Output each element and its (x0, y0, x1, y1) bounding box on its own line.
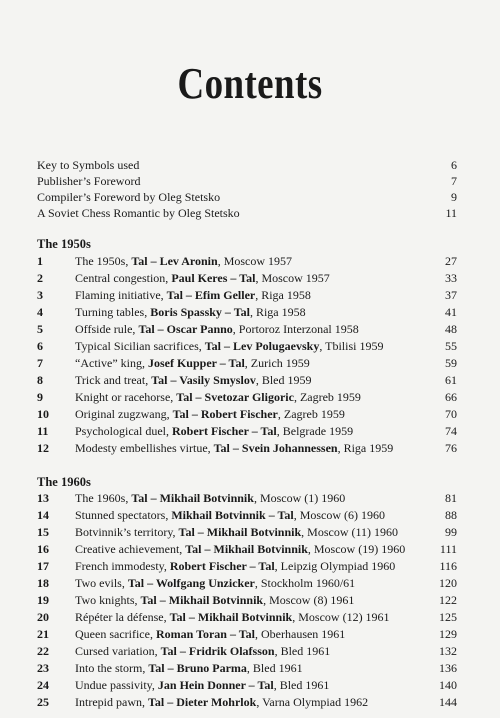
entry-venue: , Zagreb 1959 (293, 390, 361, 404)
entry-description: Into the storm, (75, 661, 149, 675)
page-number: 136 (439, 661, 457, 675)
toc-entry[interactable] (37, 643, 457, 659)
entry-venue: , Moscow (19) 1960 (307, 542, 406, 556)
game-number: 16 (37, 542, 49, 556)
page-number: 6 (451, 158, 457, 172)
front-matter-item[interactable] (37, 205, 457, 221)
game-number: 21 (37, 627, 49, 641)
entry-description: Offside rule, (75, 322, 139, 336)
entry-description: Undue passivity, (75, 678, 158, 692)
entry-venue: , Varna Olympiad 1962 (256, 695, 369, 709)
entry-venue: , Moscow (8) 1961 (263, 593, 355, 607)
toc-entry[interactable] (37, 423, 457, 439)
entry-venue: , Zurich 1959 (244, 356, 310, 370)
entry-description: Répéter la défense, (75, 610, 170, 624)
page-number: 99 (445, 525, 457, 539)
entry-text (75, 660, 303, 676)
page-number: 120 (439, 576, 457, 590)
entry-players: Jan Hein Donner – Tal (157, 678, 274, 692)
toc-entry[interactable] (37, 609, 457, 625)
entry-description: Cursed variation, (75, 644, 161, 658)
entry-description: Modesty embellishes virtue, (75, 441, 214, 455)
page-number: 9 (451, 190, 457, 204)
entry-description: Botvinnik’s territory, (75, 525, 179, 539)
entry-text (75, 643, 330, 659)
entry-text (75, 541, 405, 557)
game-number: 19 (37, 593, 49, 607)
entry-description: French immodesty, (75, 559, 170, 573)
entry-description: Psychological duel, (75, 424, 172, 438)
game-number: 8 (37, 373, 43, 387)
toc-entry[interactable] (37, 524, 457, 540)
entry-venue: , Belgrade 1959 (276, 424, 354, 438)
entry-description: Queen sacrifice, (75, 627, 156, 641)
toc-entry[interactable] (37, 626, 457, 642)
entry-players: Paul Keres – Tal (171, 271, 256, 285)
toc-entry[interactable] (37, 304, 457, 320)
page-number: 129 (439, 627, 457, 641)
entry-venue: , Stockholm 1960/61 (254, 576, 356, 590)
entry-text (75, 694, 368, 710)
page-number: 111 (439, 542, 457, 556)
entry-description: Typical Sicilian sacrifices, (75, 339, 205, 353)
entry-players: Tal – Lev Aronin (131, 254, 218, 268)
game-number: 7 (37, 356, 43, 370)
page-number: 116 (439, 559, 457, 573)
toc-entry[interactable] (37, 338, 457, 354)
toc-entry[interactable] (37, 287, 457, 303)
toc-entry[interactable] (37, 592, 457, 608)
page-number: 48 (445, 322, 457, 336)
game-number: 2 (37, 271, 43, 285)
entry-text (75, 592, 354, 608)
entry-description: Turning tables, (75, 305, 151, 319)
toc-entry[interactable] (37, 270, 457, 286)
game-number: 20 (37, 610, 49, 624)
entry-players: Mikhail Botvinnik – Tal (171, 508, 294, 522)
entry-description: The 1950s, (75, 254, 132, 268)
toc-entry[interactable] (37, 372, 457, 388)
game-number: 22 (37, 644, 49, 658)
game-number: 10 (37, 407, 49, 421)
entry-description: The 1960s, (75, 491, 132, 505)
entry-text (75, 389, 361, 405)
entry-venue: , Bled 1961 (246, 661, 303, 675)
entry-venue: , Moscow (1) 1960 (253, 491, 346, 505)
entry-players: Robert Fischer – Tal (169, 559, 275, 573)
toc-entry[interactable] (37, 694, 457, 710)
toc-entry[interactable] (37, 355, 457, 371)
front-matter-item[interactable] (37, 157, 457, 173)
entry-text (75, 440, 393, 456)
page-number: 61 (445, 373, 457, 387)
game-number: 3 (37, 288, 43, 302)
page-number: 122 (439, 593, 457, 607)
entry-players: Roman Toran – Tal (155, 627, 255, 641)
toc-entry[interactable] (37, 406, 457, 422)
section-heading-1960s: The 1960s (37, 475, 91, 489)
entry-players: Tal – Mikhail Botvinnik (131, 491, 254, 505)
game-number: 14 (37, 508, 49, 522)
entry-venue: , Moscow 1957 (255, 271, 330, 285)
entry-players: Josef Kupper – Tal (147, 356, 245, 370)
entry-venue: , Bled 1961 (274, 644, 331, 658)
entry-description: Two evils, (75, 576, 128, 590)
toc-entry[interactable] (37, 558, 457, 574)
page-number: 144 (439, 695, 457, 709)
entry-text (75, 270, 330, 286)
front-matter-title: A Soviet Chess Romantic by Oleg Stetsko (37, 206, 240, 220)
entry-venue: , Oberhausen 1961 (255, 627, 346, 641)
entry-description: Creative achievement, (75, 542, 186, 556)
toc-entry[interactable] (37, 490, 457, 506)
page-number: 81 (445, 491, 457, 505)
game-number: 23 (37, 661, 49, 675)
toc-entry[interactable] (37, 507, 457, 523)
game-number: 15 (37, 525, 49, 539)
entry-players: Tal – Svetozar Gligoric (176, 390, 294, 404)
entry-description: Stunned spectators, (75, 508, 172, 522)
entry-description: “Active” king, (75, 356, 148, 370)
page-number: 125 (439, 610, 457, 624)
page-title: Contents (177, 59, 323, 108)
entry-players: Tal – Robert Fischer (172, 407, 278, 421)
entry-text (75, 626, 345, 642)
entry-text (75, 490, 345, 506)
entry-venue: , Portoroz Interzonal 1958 (232, 322, 359, 336)
entry-description: Flaming initiative, (75, 288, 167, 302)
game-number: 17 (37, 559, 49, 573)
entry-venue: , Moscow 1957 (217, 254, 293, 268)
entry-players: Tal – Mikhail Botvinnik (140, 593, 264, 607)
page-number: 11 (445, 206, 457, 220)
entry-venue: , Bled 1959 (255, 373, 312, 387)
game-number: 13 (37, 491, 49, 505)
front-matter-title: Key to Symbols used (37, 158, 140, 172)
entry-venue: , Bled 1961 (273, 678, 330, 692)
entry-text (75, 338, 383, 354)
entry-text (75, 507, 385, 523)
game-number: 11 (37, 424, 49, 438)
game-number: 1 (37, 254, 43, 268)
entry-text (75, 253, 292, 269)
entry-players: Tal – Mikhail Botvinnik (185, 542, 308, 556)
entry-text (75, 321, 359, 337)
game-number: 25 (37, 695, 49, 709)
entry-players: Tal – Svein Johannessen (213, 441, 338, 455)
toc-entry[interactable] (37, 321, 457, 337)
front-matter-title: Compiler’s Foreword by Oleg Stetsko (37, 190, 221, 204)
entry-description: Intrepid pawn, (75, 695, 148, 709)
page-number: 33 (445, 271, 457, 285)
toc-entry[interactable] (37, 541, 457, 557)
entry-description: Trick and treat, (75, 373, 152, 387)
game-number: 6 (37, 339, 43, 353)
entry-text (75, 558, 395, 574)
entry-text (75, 575, 355, 591)
entry-text (75, 609, 390, 625)
page-number: 59 (445, 356, 457, 370)
entry-players: Tal – Mikhail Botvinnik (178, 525, 302, 539)
page-number: 66 (445, 390, 457, 404)
entry-players: Boris Spassky – Tal (150, 305, 250, 319)
game-number: 9 (37, 390, 43, 404)
page-number: 88 (445, 508, 457, 522)
entry-players: Tal – Lev Polugaevsky (204, 339, 320, 353)
entry-text (75, 677, 329, 693)
entry-text (75, 287, 311, 303)
page-number: 74 (445, 424, 457, 438)
entry-players: Tal – Mikhail Botvinnik (169, 610, 293, 624)
entry-description: Knight or racehorse, (75, 390, 177, 404)
entry-players: Tal – Bruno Parma (148, 661, 247, 675)
game-number: 5 (37, 322, 43, 336)
front-matter-item[interactable] (37, 189, 457, 205)
entry-text (75, 423, 353, 439)
game-number: 12 (37, 441, 49, 455)
game-number: 24 (37, 678, 49, 692)
entry-players: Robert Fischer – Tal (171, 424, 277, 438)
entry-text (75, 524, 398, 540)
entry-description: Two knights, (75, 593, 141, 607)
toc-entry[interactable] (37, 575, 457, 591)
section-heading-1950s: The 1950s (37, 237, 91, 251)
toc-entry[interactable] (37, 440, 457, 456)
front-matter-title: Publisher’s Foreword (37, 174, 141, 188)
toc-entry[interactable] (37, 677, 457, 693)
entry-text (75, 355, 310, 371)
entry-venue: , Moscow (6) 1960 (293, 508, 386, 522)
page-number: 76 (445, 441, 457, 455)
entry-venue: , Riga 1958 (255, 288, 311, 302)
entry-venue: , Tbilisi 1959 (319, 339, 384, 353)
entry-venue: , Zagreb 1959 (277, 407, 345, 421)
entry-description: Original zugzwang, (75, 407, 173, 421)
entry-text (75, 304, 306, 320)
page-number: 37 (445, 288, 457, 302)
entry-description: Central congestion, (75, 271, 172, 285)
entry-players: Tal – Efim Geller (166, 288, 256, 302)
toc-entry[interactable] (37, 389, 457, 405)
entry-venue: , Leipzig Olympiad 1960 (274, 559, 396, 573)
entry-text (75, 406, 345, 422)
game-number: 4 (37, 305, 43, 319)
page-number: 27 (445, 254, 457, 268)
page-number: 7 (451, 174, 457, 188)
front-matter-item[interactable] (37, 173, 457, 189)
entry-venue: , Moscow (12) 1961 (292, 610, 390, 624)
game-number: 18 (37, 576, 49, 590)
page-number: 70 (445, 407, 457, 421)
page-number: 132 (439, 644, 457, 658)
page-number: 140 (439, 678, 457, 692)
entry-venue: , Moscow (11) 1960 (301, 525, 399, 539)
entry-players: Tal – Vasily Smyslov (151, 373, 256, 387)
toc-entry[interactable] (37, 660, 457, 676)
entry-text (75, 372, 312, 388)
entry-players: Tal – Fridrik Olafsson (160, 644, 275, 658)
entry-venue: , Riga 1959 (337, 441, 394, 455)
entry-players: Tal – Oscar Panno (138, 322, 233, 336)
page-number: 41 (445, 305, 457, 319)
entry-players: Tal – Dieter Mohrlok (147, 695, 257, 709)
toc-entry[interactable] (37, 253, 457, 269)
entry-venue: , Riga 1958 (249, 305, 306, 319)
entry-players: Tal – Wolfgang Unzicker (127, 576, 255, 590)
page-number: 55 (445, 339, 457, 353)
